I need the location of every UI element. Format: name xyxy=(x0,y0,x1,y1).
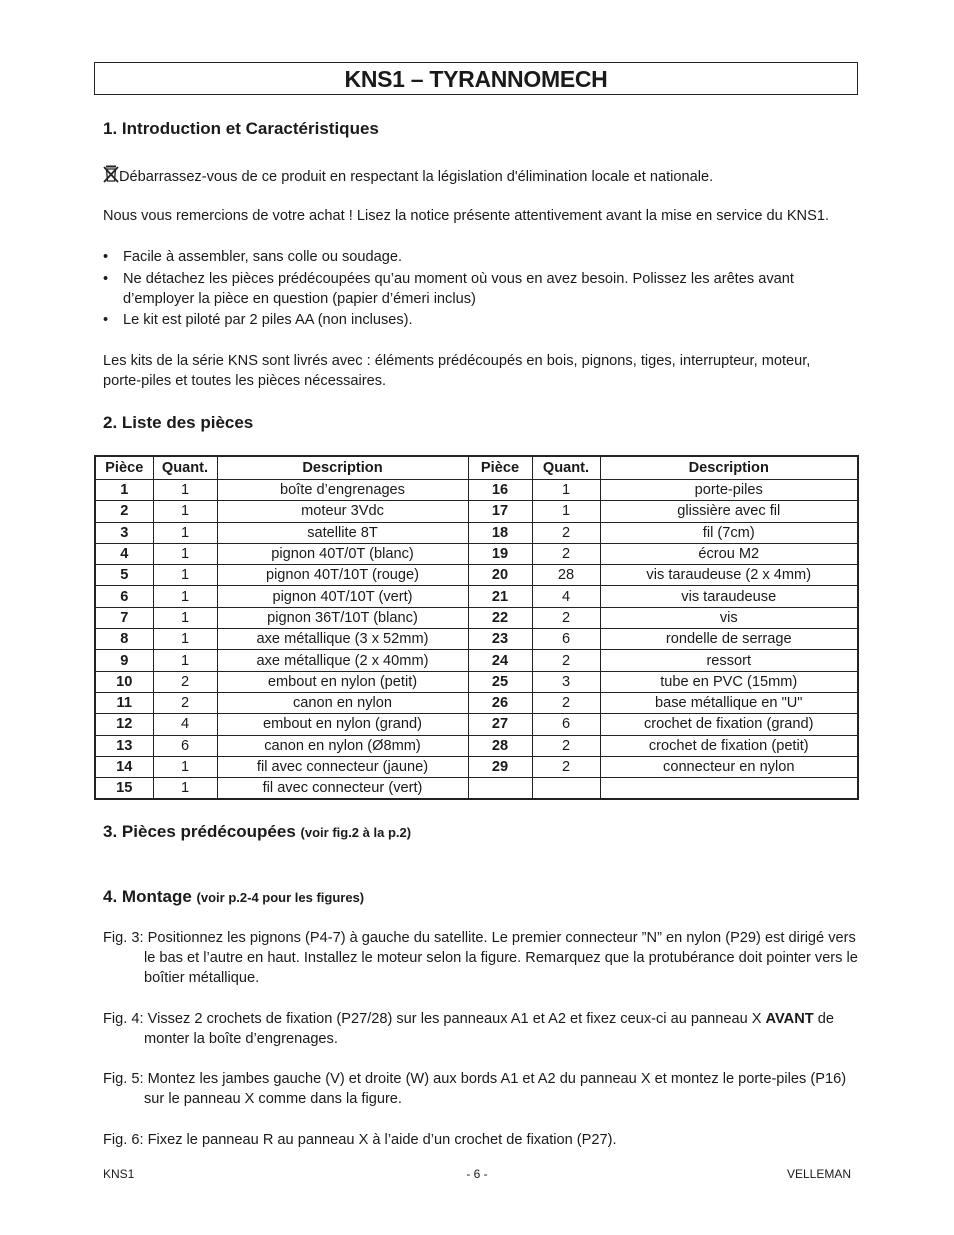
quantity-cell: 1 xyxy=(153,565,217,586)
part-number-cell: 15 xyxy=(95,778,153,800)
section-2-heading xyxy=(103,412,253,434)
part-number-cell: 21 xyxy=(468,586,532,607)
description-cell: canon en nylon xyxy=(217,692,468,713)
table-row xyxy=(95,629,858,650)
quantity-cell: 1 xyxy=(153,607,217,628)
description-cell: pignon 36T/10T (blanc) xyxy=(217,607,468,628)
list-item: • Ne détachez les pièces prédécoupées qu’au moment où vous en avez besoin. Polissez les arêtes avant d’employer la pièce en question (papier d’émeri inclus) xyxy=(103,269,863,309)
list-item: • Le kit est piloté par 2 piles AA (non incluses). xyxy=(103,310,863,330)
column-header: Quant. xyxy=(532,456,600,480)
fig-3-instruction xyxy=(103,928,863,988)
part-number-cell: 3 xyxy=(95,522,153,543)
description-cell xyxy=(600,778,858,800)
crossed-bin-icon xyxy=(103,165,119,183)
description-cell: fil (7cm) xyxy=(600,522,858,543)
description-cell: embout en nylon (petit) xyxy=(217,671,468,692)
description-cell: boîte d’engrenages xyxy=(217,480,468,501)
column-header: Description xyxy=(600,456,858,480)
fig-label: Fig. 4: xyxy=(103,1011,144,1027)
description-cell: axe métallique (3 x 52mm) xyxy=(217,629,468,650)
quantity-cell: 2 xyxy=(532,607,600,628)
description-cell: pignon 40T/0T (blanc) xyxy=(217,543,468,564)
quantity-cell: 2 xyxy=(532,692,600,713)
part-number-cell: 12 xyxy=(95,714,153,735)
description-cell: moteur 3Vdc xyxy=(217,501,468,522)
footer-left: KNS1 xyxy=(103,1167,135,1181)
column-header: Description xyxy=(217,456,468,480)
section-number: 4. xyxy=(103,887,118,906)
table-row xyxy=(95,480,858,501)
quantity-cell: 2 xyxy=(532,522,600,543)
description-cell: canon en nylon (Ø8mm) xyxy=(217,735,468,756)
quantity-cell: 2 xyxy=(532,650,600,671)
description-cell: fil avec connecteur (jaune) xyxy=(217,756,468,777)
table-row xyxy=(95,607,858,628)
part-number-cell: 29 xyxy=(468,756,532,777)
part-number-cell: 27 xyxy=(468,714,532,735)
quantity-cell: 1 xyxy=(153,629,217,650)
part-number-cell: 6 xyxy=(95,586,153,607)
part-number-cell: 16 xyxy=(468,480,532,501)
description-cell: écrou M2 xyxy=(600,543,858,564)
part-number-cell xyxy=(468,778,532,800)
quantity-cell: 6 xyxy=(532,714,600,735)
column-header: Pièce xyxy=(95,456,153,480)
description-cell: crochet de fixation (grand) xyxy=(600,714,858,735)
fig-label: Fig. 3: xyxy=(103,930,144,946)
description-cell: pignon 40T/10T (vert) xyxy=(217,586,468,607)
table-row xyxy=(95,565,858,586)
quantity-cell: 3 xyxy=(532,671,600,692)
table-row xyxy=(95,756,858,777)
description-cell: crochet de fixation (petit) xyxy=(600,735,858,756)
section-title: Pièces prédécoupées xyxy=(121,822,296,841)
emphasis-text: AVANT xyxy=(765,1011,814,1027)
disposal-text: Débarrassez-vous de ce produit en respectant la législation d'élimination locale et nationale. xyxy=(119,169,714,185)
description-cell: glissière avec fil xyxy=(600,501,858,522)
fig-text: Fixez le panneau R au panneau X à l’aide d’un crochet de fixation (P27). xyxy=(147,1132,617,1148)
quantity-cell: 1 xyxy=(153,756,217,777)
table-row xyxy=(95,714,858,735)
table-row xyxy=(95,735,858,756)
section-3-heading xyxy=(103,821,411,844)
description-cell: vis taraudeuse (2 x 4mm) xyxy=(600,565,858,586)
part-number-cell: 13 xyxy=(95,735,153,756)
part-number-cell: 14 xyxy=(95,756,153,777)
fig-text: Montez les jambes gauche (V) et droite (W) aux bords A1 et A2 du panneau X et montez le porte-piles (P16) xyxy=(147,1071,847,1087)
part-number-cell: 4 xyxy=(95,543,153,564)
page-title: KNS1 – TYRANNOMECH xyxy=(94,62,858,95)
column-header: Pièce xyxy=(468,456,532,480)
quantity-cell: 6 xyxy=(532,629,600,650)
fig-text: Positionnez les pignons (P4-7) à gauche du satellite. Le premier connecteur ”N” en nylon (P29) est dirigé vers xyxy=(147,930,856,946)
column-header: Quant. xyxy=(153,456,217,480)
footer-right: VELLEMAN xyxy=(786,1167,851,1181)
description-cell: vis taraudeuse xyxy=(600,586,858,607)
fig-text: Vissez 2 crochets de fixation (P27/28) sur les panneaux A1 et A2 et fixez ceux-ci au panneau X xyxy=(147,1011,762,1027)
section-title: Introduction et Caractéristiques xyxy=(121,119,379,138)
part-number-cell: 10 xyxy=(95,671,153,692)
quantity-cell: 1 xyxy=(532,480,600,501)
part-number-cell: 1 xyxy=(95,480,153,501)
description-cell: axe métallique (2 x 40mm) xyxy=(217,650,468,671)
section-note: (voir p.2-4 pour les figures) xyxy=(196,890,365,905)
quantity-cell: 1 xyxy=(153,522,217,543)
section-4-heading xyxy=(103,886,364,909)
part-number-cell: 5 xyxy=(95,565,153,586)
description-cell: rondelle de serrage xyxy=(600,629,858,650)
list-item: • Facile à assembler, sans colle ou soudage. xyxy=(103,247,863,267)
table-row xyxy=(95,778,858,800)
table-row xyxy=(95,650,858,671)
part-number-cell: 2 xyxy=(95,501,153,522)
feature-list xyxy=(103,247,863,332)
quantity-cell: 1 xyxy=(153,501,217,522)
table-row xyxy=(95,586,858,607)
table-header-row xyxy=(95,456,858,480)
section-1-heading xyxy=(103,118,379,140)
quantity-cell: 2 xyxy=(532,735,600,756)
part-number-cell: 17 xyxy=(468,501,532,522)
kit-contents-paragraph: Les kits de la série KNS sont livrés avec : éléments prédécoupés en bois, pignons, tiges, interrupteur, moteur, porte-piles et toutes les pièces nécessaires. xyxy=(103,353,811,389)
quantity-cell: 4 xyxy=(153,714,217,735)
section-number: 3. xyxy=(103,822,118,841)
part-number-cell: 25 xyxy=(468,671,532,692)
quantity-cell: 1 xyxy=(153,480,217,501)
quantity-cell: 28 xyxy=(532,565,600,586)
section-number: 2. xyxy=(103,413,118,432)
quantity-cell xyxy=(532,778,600,800)
part-number-cell: 19 xyxy=(468,543,532,564)
fig-text-continued: monter la boîte d’engrenages. xyxy=(144,1031,338,1047)
fig-4-instruction xyxy=(103,1009,863,1049)
fig-text: de xyxy=(817,1011,834,1027)
description-cell: tube en PVC (15mm) xyxy=(600,671,858,692)
part-number-cell: 26 xyxy=(468,692,532,713)
fig-text-continued: le bas et l’autre en haut. Installez le moteur selon la figure. Remarquez que la protubérance doit pointer vers le boîtier métallique. xyxy=(144,950,858,986)
quantity-cell: 1 xyxy=(153,543,217,564)
fig-5-instruction xyxy=(103,1069,863,1109)
part-number-cell: 20 xyxy=(468,565,532,586)
part-number-cell: 24 xyxy=(468,650,532,671)
section-note: (voir fig.2 à la p.2) xyxy=(300,825,412,840)
section-title: Liste des pièces xyxy=(121,413,254,432)
description-cell: porte-piles xyxy=(600,480,858,501)
quantity-cell: 1 xyxy=(532,501,600,522)
fig-6-instruction xyxy=(103,1130,863,1150)
fig-label: Fig. 6: xyxy=(103,1132,144,1148)
part-number-cell: 23 xyxy=(468,629,532,650)
quantity-cell: 2 xyxy=(532,756,600,777)
description-cell: satellite 8T xyxy=(217,522,468,543)
fig-label: Fig. 5: xyxy=(103,1071,144,1087)
footer-page-number: - 6 - xyxy=(466,1167,488,1181)
quantity-cell: 6 xyxy=(153,735,217,756)
thanks-paragraph: Nous vous remercions de votre achat ! Lisez la notice présente attentivement avant la mise en service du KNS1. xyxy=(103,208,830,224)
part-number-cell: 22 xyxy=(468,607,532,628)
description-cell: pignon 40T/10T (rouge) xyxy=(217,565,468,586)
table-row xyxy=(95,692,858,713)
table-row xyxy=(95,501,858,522)
section-number: 1. xyxy=(103,119,118,138)
quantity-cell: 4 xyxy=(532,586,600,607)
table-row xyxy=(95,671,858,692)
quantity-cell: 1 xyxy=(153,586,217,607)
fig-text-continued: sur le panneau X comme dans la figure. xyxy=(144,1091,402,1107)
quantity-cell: 1 xyxy=(153,650,217,671)
part-number-cell: 28 xyxy=(468,735,532,756)
part-number-cell: 8 xyxy=(95,629,153,650)
quantity-cell: 2 xyxy=(532,543,600,564)
part-number-cell: 7 xyxy=(95,607,153,628)
section-title: Montage xyxy=(121,887,192,906)
description-cell: fil avec connecteur (vert) xyxy=(217,778,468,800)
quantity-cell: 1 xyxy=(153,778,217,800)
description-cell: vis xyxy=(600,607,858,628)
description-cell: ressort xyxy=(600,650,858,671)
disposal-notice xyxy=(103,165,863,187)
part-number-cell: 18 xyxy=(468,522,532,543)
quantity-cell: 2 xyxy=(153,671,217,692)
quantity-cell: 2 xyxy=(153,692,217,713)
table-row xyxy=(95,543,858,564)
part-number-cell: 11 xyxy=(95,692,153,713)
table-row xyxy=(95,522,858,543)
description-cell: connecteur en nylon xyxy=(600,756,858,777)
parts-table xyxy=(94,455,859,800)
description-cell: base métallique en "U" xyxy=(600,692,858,713)
description-cell: embout en nylon (grand) xyxy=(217,714,468,735)
part-number-cell: 9 xyxy=(95,650,153,671)
